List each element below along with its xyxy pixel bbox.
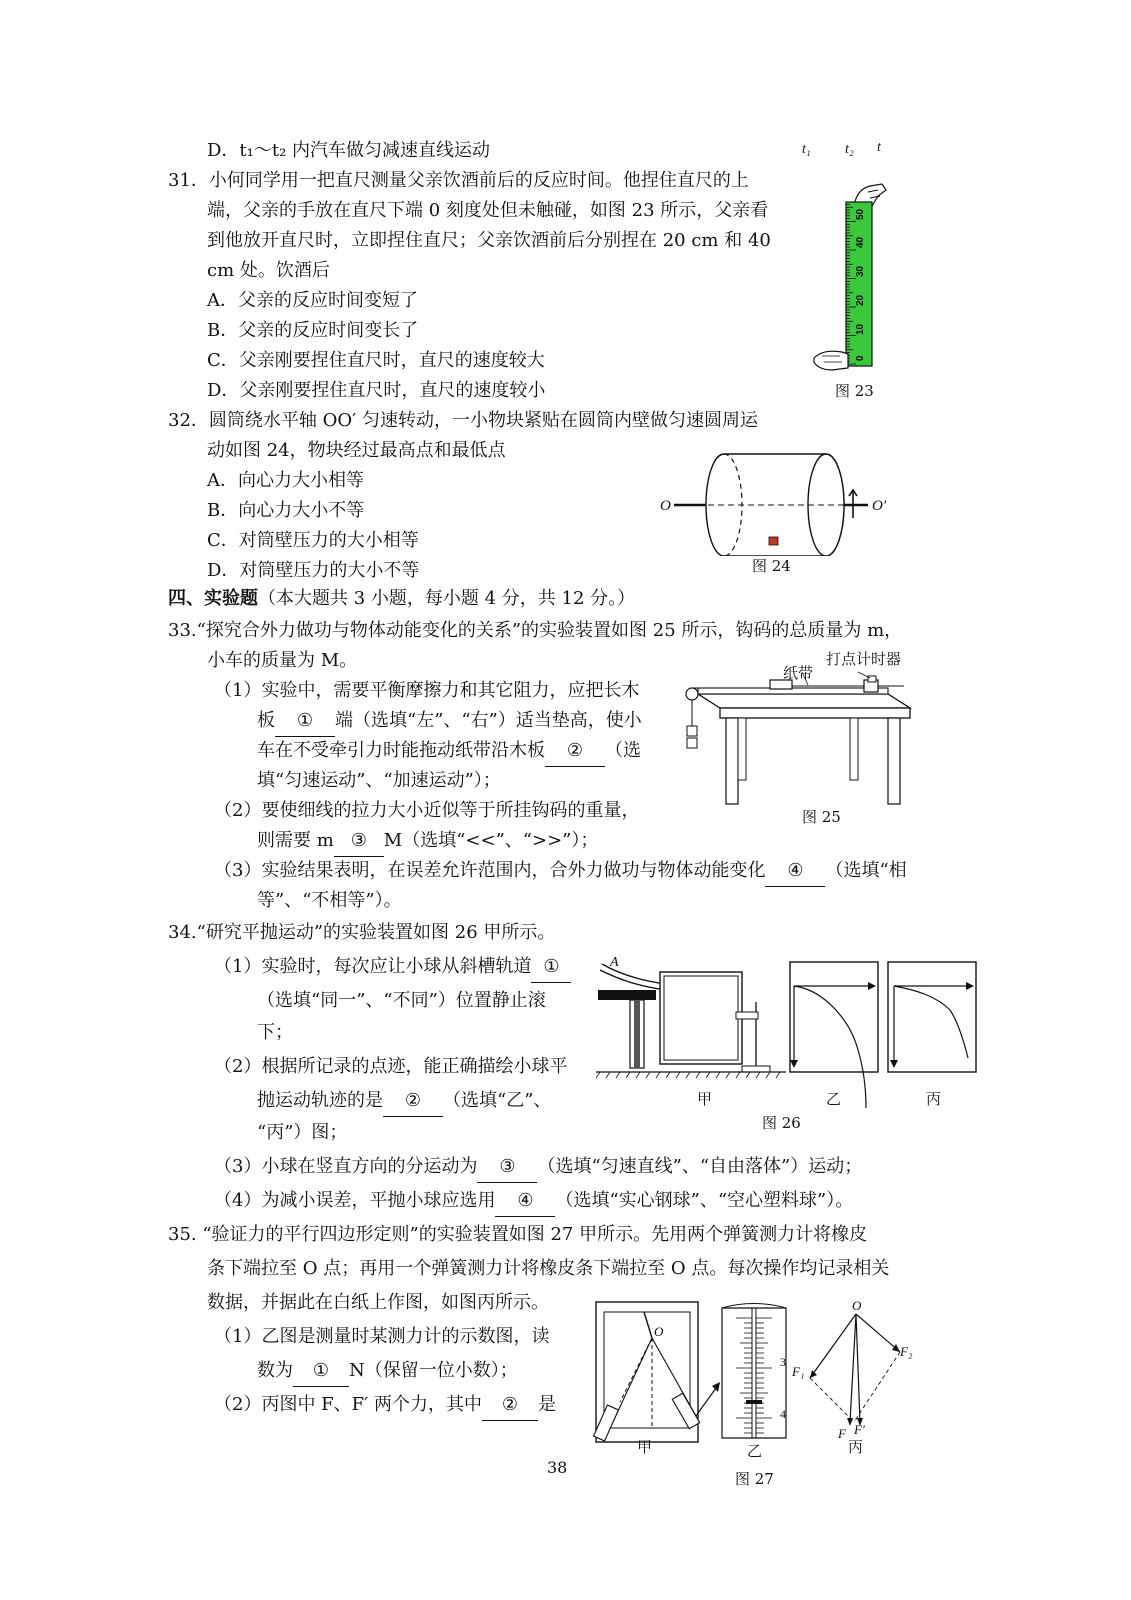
q33-part-1d: 填“匀速运动”、“加速运动”）； [257, 770, 501, 791]
fig25-caption: 图 25 [802, 808, 841, 826]
fig25-label-tape: 纸带 [783, 664, 814, 682]
fig27-sub-jia: 甲 [637, 1438, 653, 1456]
fig24-caption: 图 24 [752, 557, 791, 575]
fig26-sub-jia: 甲 [697, 1090, 713, 1108]
fig27-label-f: F [838, 1426, 846, 1441]
q33-blank-2[interactable]: ② [545, 736, 605, 767]
q35-line-2: 条下端拉至 O 点；再用一个弹簧测力计将橡皮条下端拉至 O 点。每次操作均记录相关 [207, 1258, 890, 1279]
fig22-t-label: t [877, 140, 881, 155]
fig27-caption: 图 27 [735, 1470, 774, 1488]
q32-line-2: 动如图 24，物块经过最高点和最低点 [207, 440, 506, 461]
q33-part-3b: 等”、“不相等”）。 [257, 890, 402, 911]
fig27-label-f1: F₁ [792, 1364, 805, 1379]
fig24-label-o-prime: O′ [872, 498, 887, 514]
fig26-yi-panel [790, 962, 878, 1108]
fig26-jia-apparatus [596, 955, 786, 1078]
fig27-meter-label-3: 3 [780, 1355, 786, 1369]
q34-part-1c: 下； [257, 1022, 293, 1043]
q34-line-1: 34.“研究平抛运动”的实验装置如图 26 甲所示。 [168, 922, 556, 943]
q31-line-4: cm 处。饮酒后 [207, 260, 330, 281]
q31-option-a: A．父亲的反应时间变短了 [207, 290, 418, 311]
q31-line-3: 到他放开直尺时，立即捏住直尺；父亲饮酒前后分别捏在 20 cm 和 40 [207, 230, 771, 251]
q35-blank-2[interactable]: ② [482, 1390, 538, 1421]
q31-option-d: D．父亲刚要捏住直尺时，直尺的速度较小 [207, 380, 546, 401]
fig22-t1-label: t₁ [802, 142, 811, 157]
fig25-label-timer: 打点计时器 [826, 650, 902, 668]
q33-line-1: 33.“探究合外力做功与物体动能变化的关系”的实验装置如图 25 所示，钩码的总质量为 m， [168, 620, 903, 641]
q33-part-1c: 车在不受牵引力时能拖动纸带沿木板 ② （选 [257, 736, 641, 767]
fig27-sub-bing: 丙 [848, 1438, 864, 1456]
fig27-sub-yi: 乙 [747, 1442, 763, 1460]
q32-option-c: C．对筒壁压力的大小相等 [207, 530, 419, 551]
fig22-t2-label: t₂ [845, 142, 854, 157]
fig26-sub-yi: 乙 [826, 1090, 842, 1108]
q33-part-2a: （2）要使细线的拉力大小近似等于所挂钩码的重量， [214, 800, 640, 821]
q34-part-2b: 抛运动轨迹的是 ② （选填“乙”、 [257, 1086, 551, 1117]
fig27-jia-label-o: O [654, 1324, 664, 1339]
q35-part-2: （2）丙图中 F、F′ 两个力，其中 ② 是 [214, 1390, 556, 1421]
fig24-cylinder-figure [656, 446, 896, 556]
fig23-ruler-figure [812, 182, 896, 372]
fig27-bing-diagram [791, 1298, 913, 1441]
ruler-label-50: 50 [855, 208, 866, 220]
q33-blank-3[interactable]: ③ [334, 826, 384, 857]
q31-option-c: C．父亲刚要捏住直尺时，直尺的速度较大 [207, 350, 545, 371]
fig22-axis-labels [800, 142, 890, 162]
q33-part-3a: （3）实验结果表明，在误差允许范围内，合外力做功与物体动能变化 ④ （选填“相 [214, 856, 907, 887]
ruler-label-20: 20 [855, 294, 866, 306]
q34-part-2a: （2）根据所记录的点迹，能正确描绘小球平 [214, 1056, 568, 1077]
ruler-label-40: 40 [855, 236, 866, 248]
q35-line-1: 35. “验证力的平行四边形定则”的实验装置如图 27 甲所示。先用两个弹簧测力计将橡皮 [168, 1224, 868, 1245]
q34-part-4: （4）为减小误差，平抛小球应选用 ④ （选填“实心钢球”、“空心塑料球”）。 [214, 1186, 853, 1217]
section-4-heading [168, 584, 635, 614]
q32-line-1: 32．圆筒绕水平轴 OO′ 匀速转动，一小物块紧贴在圆筒内壁做匀速圆周运 [168, 410, 758, 431]
q34-blank-1[interactable]: ① [531, 952, 571, 983]
q34-blank-4[interactable]: ④ [495, 1186, 555, 1217]
q33-line-2: 小车的质量为 M。 [207, 650, 358, 671]
q33-part-2b: 则需要 m ③ M（选填“<<”、“>>”）； [257, 826, 598, 857]
fig26-bing-panel [888, 962, 976, 1072]
q35-blank-1[interactable]: ① [293, 1356, 349, 1387]
q32-option-a: A．向心力大小相等 [207, 470, 364, 491]
q34-part-3: （3）小球在竖直方向的分运动为 ③ （选填“匀速直线”、“自由落体”）运动； [214, 1152, 862, 1183]
fig27-figure [592, 1298, 932, 1448]
q32-option-d: D．对筒壁压力的大小不等 [207, 560, 420, 581]
fig26-figure [596, 950, 986, 1110]
q34-blank-3[interactable]: ③ [477, 1152, 537, 1183]
ruler-label-10: 10 [855, 323, 866, 335]
q33-part-1a: （1）实验中，需要平衡摩擦力和其它阻力，应把长木 [214, 680, 640, 701]
q35-part-1b: 数为 ① N（保留一位小数）； [257, 1356, 518, 1387]
section-4-title: 四、实验题 [168, 588, 258, 609]
fig23-caption: 图 23 [835, 382, 874, 400]
fig26-label-a: A [610, 955, 619, 970]
q35-line-3: 数据，并据此在白纸上作图，如图丙所示。 [207, 1292, 549, 1313]
q34-part-1b: （选填“同一”、“不同”）位置静止滚 [257, 990, 546, 1011]
section-4-note: （本大题共 3 小题，每小题 4 分，共 12 分。） [258, 588, 636, 609]
q31-line-1: 31．小何同学用一把直尺测量父亲饮酒前后的反应时间。他捏住直尺的上 [168, 170, 749, 191]
q31-option-b: B．父亲的反应时间变长了 [207, 320, 419, 341]
fig26-caption: 图 26 [762, 1114, 801, 1132]
page-number: 38 [547, 1458, 568, 1477]
fig24-label-o: O [660, 498, 671, 514]
fig26-sub-bing: 丙 [926, 1090, 942, 1108]
q34-part-2c: “丙”）图； [257, 1122, 348, 1143]
fig27-label-f2: F₂ [900, 1344, 913, 1359]
q35-part-1a: （1）乙图是测量时某测力计的示数图，读 [214, 1326, 550, 1347]
q30-option-d: D．t₁～t₂ 内汽车做匀减速直线运动 [207, 140, 491, 161]
fig27-meter-label-4: 4 [780, 1407, 786, 1421]
q34-blank-2[interactable]: ② [383, 1086, 443, 1117]
fig27-label-f-prime: F′ [854, 1422, 865, 1437]
q32-option-b: B．向心力大小不等 [207, 500, 365, 521]
fig27-yi-meter [722, 1304, 786, 1439]
q31-line-2: 端，父亲的手放在直尺下端 0 刻度处但未触碰，如图 23 所示，父亲看 [207, 200, 769, 221]
ruler-label-0: 0 [855, 355, 866, 361]
q33-blank-4[interactable]: ④ [765, 856, 825, 887]
ruler-label-30: 30 [855, 265, 866, 277]
q34-part-1a: （1）实验时，每次应让小球从斜槽轨道 ① [214, 952, 571, 983]
q33-part-1b: 板 ① 端（选填“左”、“右”）适当垫高，使小 [257, 706, 642, 737]
q33-blank-1[interactable]: ① [275, 706, 335, 737]
fig27-bing-label-o: O [852, 1298, 862, 1313]
fig27-jia-board [594, 1302, 700, 1442]
